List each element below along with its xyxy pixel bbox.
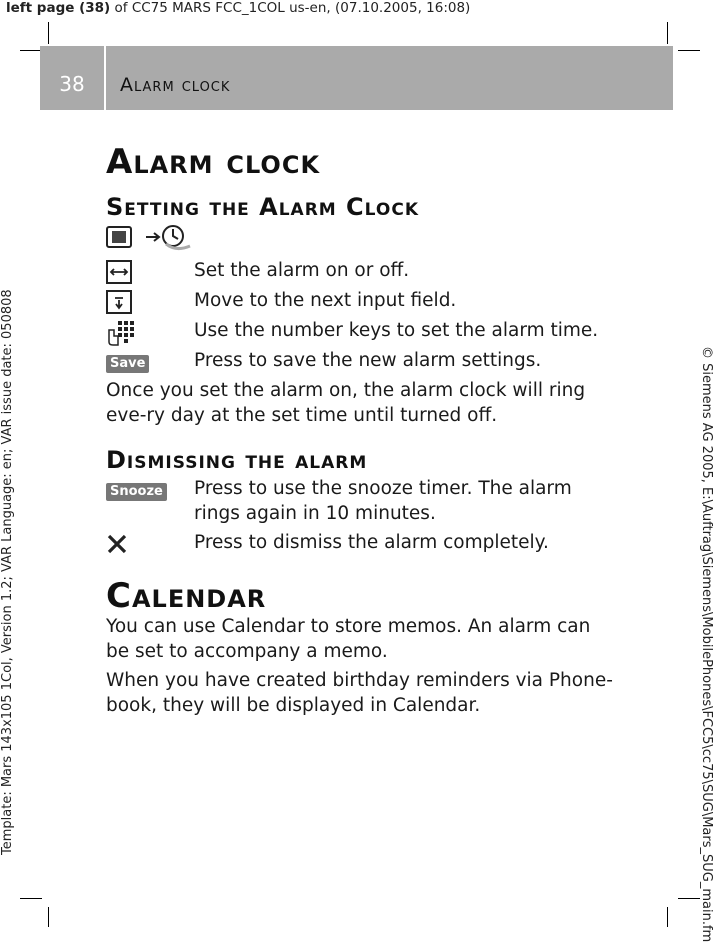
instruction-text: Press to use the snooze timer. The alarm rings again in 10 minutes. (194, 478, 572, 524)
print-info-details: of CC75 MARS FCC_1COL us-en, (07.10.2005, 16:08) (110, 0, 471, 16)
running-header-title: Alarm clock (120, 74, 231, 96)
snooze-softkey-label: Snooze (106, 483, 167, 501)
number-keypad-icon (106, 320, 136, 350)
template-info: Template: Mars 143x105 1Col, Version 1.2; VAR Language: en; VAR issue date: 050808 (0, 289, 15, 855)
arrow-right-icon (146, 233, 159, 241)
softkey-snooze (106, 480, 167, 501)
section-heading-dismissing: Dismissing the alarm (106, 446, 368, 474)
alarm-note: Once you set the alarm on, the alarm clock will ring eve-ry day at the set time until turned off. (106, 380, 586, 426)
crop-mark (678, 898, 700, 899)
calendar-paragraph-1: You can use Calendar to store memos. An alarm can be set to accompany a memo. (106, 616, 591, 662)
crop-mark (48, 907, 49, 927)
copyright-path: © Siemens AG 2005, E:\Auftrag\Siemens\MobilePhones\FCC5\cc75\SUG\Mars_SUG_main.fm (699, 346, 714, 942)
crop-mark (678, 50, 700, 51)
print-info-page: left page (38) (6, 0, 111, 16)
calendar-paragraph-2: When you have created birthday reminders via Phone-book, they will be displayed in Calendar. (106, 670, 613, 716)
instruction-text: Set the alarm on or off. (194, 260, 410, 281)
crop-mark (20, 50, 42, 51)
softkey-save (106, 352, 149, 373)
menu-path-icons (106, 224, 206, 252)
nav-down-icon (106, 290, 134, 318)
save-softkey-label: Save (106, 355, 149, 373)
instruction-text: Move to the next input field. (194, 290, 457, 311)
page-number: 38 (59, 72, 85, 96)
nav-left-right-icon (106, 260, 134, 288)
instruction-text: Press to save the new alarm settings. (194, 350, 542, 371)
crop-mark (667, 907, 668, 927)
print-info-line (6, 0, 470, 16)
crop-mark (20, 898, 42, 899)
instruction-text: Use the number keys to set the alarm time. (194, 320, 599, 341)
section-heading-setting: Setting the Alarm Clock (106, 193, 420, 221)
crop-mark (48, 22, 49, 44)
instruction-text: Press to dismiss the alarm completely. (194, 532, 549, 553)
section-heading-calendar: Calendar (106, 576, 267, 616)
header-separator (104, 46, 106, 110)
page-title: Alarm clock (106, 142, 321, 182)
close-icon (106, 534, 128, 558)
menu-key-inner (112, 231, 126, 243)
menu-path (106, 224, 206, 256)
crop-mark (667, 22, 668, 44)
